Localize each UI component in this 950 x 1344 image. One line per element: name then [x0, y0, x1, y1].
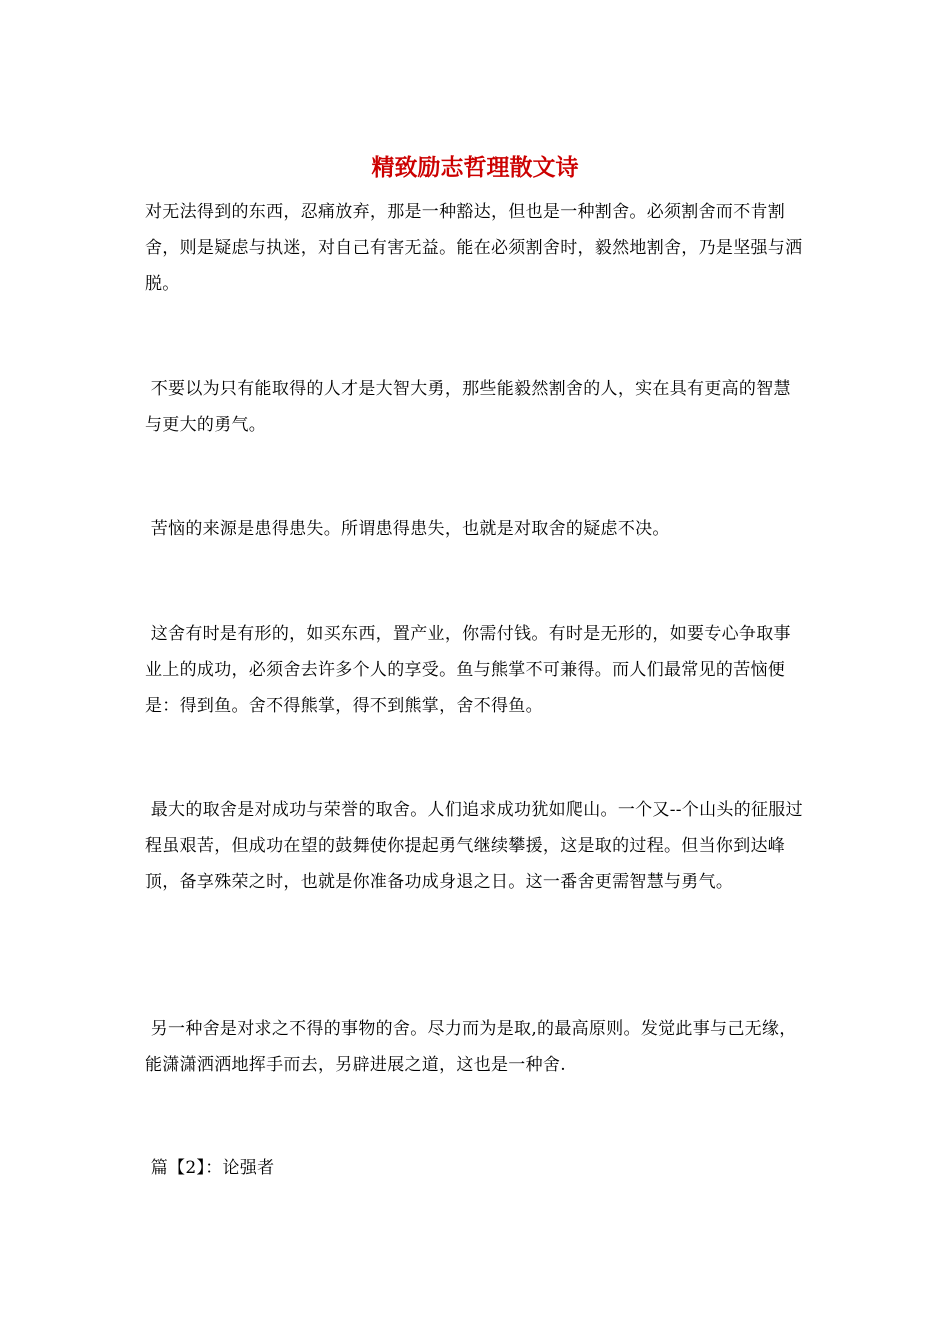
paragraph-1: 对无法得到的东西，忍痛放弃，那是一种豁达，但也是一种割舍。必须割舍而不肯割舍，则是疑虑与执迷，对自己有害无益。能在必须割舍时，毅然地割舍，乃是坚强与洒脱。 — [145, 202, 803, 294]
paragraph-2: 不要以为只有能取得的人才是大智大勇，那些能毅然割舍的人，实在具有更高的智慧与更大的勇气。 — [145, 379, 791, 435]
section-heading: 篇【2】：论强者 — [145, 1158, 275, 1178]
paragraph-6: 另一种舍是对求之不得的事物的舍。尽力而为是取,的最高原则。发觉此事与己无缘，能潇潇洒洒地挥手而去，另辟进展之道，这也是一种舍. — [145, 1019, 797, 1075]
paragraph-3: 苦恼的来源是患得患失。所谓患得患失，也就是对取舍的疑虑不决。 — [145, 519, 670, 539]
paragraph-5: 最大的取舍是对成功与荣誉的取舍。人们追求成功犹如爬山。一个又--个山头的征服过程虽艰苦，但成功在望的鼓舞使你提起勇气继续攀援，这是取的过程。但当你到达峰顶，备享殊荣之时，也就是你准备功成身退之日。这一番舍更需智慧与勇气。 — [145, 800, 803, 892]
paragraph-4: 这舍有时是有形的，如买东西，置产业，你需付钱。有时是无形的，如要专心争取事业上的成功，必须舍去许多个人的享受。鱼与熊掌不可兼得。而人们最常见的苦恼便是：得到鱼。舍不得熊掌，得不到熊掌，舍不得鱼。 — [145, 624, 791, 716]
document-title: 精致励志哲理散文诗 — [371, 154, 579, 181]
